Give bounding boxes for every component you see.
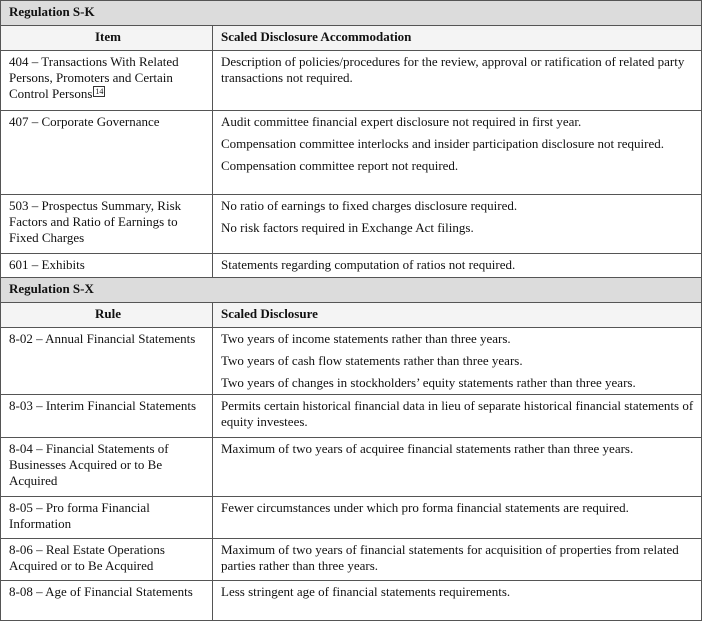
column-header-item: Item xyxy=(1,26,213,51)
disclosure-text: Audit committee financial expert disclosure not required in first year. xyxy=(221,114,582,129)
section-title-sk: Regulation S-K xyxy=(1,1,702,26)
disclosure-text: Permits certain historical financial data in lieu of separate historical financial statements of equity investees. xyxy=(221,398,694,429)
column-header-rule: Rule xyxy=(1,303,213,328)
footnote-link[interactable]: 14 xyxy=(95,87,104,96)
disclosure-text: No ratio of earnings to fixed charges disclosure required. xyxy=(221,198,518,213)
item-cell xyxy=(1,195,213,254)
table-row xyxy=(1,395,702,438)
disclosure-text: Two years of changes in stockholders’ equity statements rather than three years. xyxy=(221,375,636,390)
column-header-accommodation: Scaled Disclosure Accommodation xyxy=(213,26,702,51)
disclosure-text: Maximum of two years of financial statements for acquisition of properties from related parties rather than three years. xyxy=(221,542,679,573)
item-label: 8-03 – Interim Financial Statements xyxy=(9,398,197,413)
column-header-row-sx xyxy=(1,303,702,328)
disclosure-text: Two years of cash flow statements rather than three years. xyxy=(221,353,523,368)
item-cell xyxy=(1,438,213,497)
disclosure-cell xyxy=(213,539,702,581)
column-header-scaled-disclosure: Scaled Disclosure xyxy=(213,303,702,328)
disclosure-text: Two years of income statements rather than three years. xyxy=(221,331,511,346)
item-cell xyxy=(1,328,213,395)
table-row xyxy=(1,328,702,395)
table-row xyxy=(1,111,702,195)
disclosure-text: Description of policies/procedures for the review, approval or ratification of related party transactions not required. xyxy=(221,54,685,85)
section-header-sk xyxy=(1,1,702,26)
disclosure-cell xyxy=(213,195,702,254)
column-header-row-sk xyxy=(1,26,702,51)
disclosure-text: Fewer circumstances under which pro forma financial statements are required. xyxy=(221,500,629,515)
table-row xyxy=(1,195,702,254)
table-row xyxy=(1,581,702,621)
disclosure-cell xyxy=(213,438,702,497)
disclosure-cell xyxy=(213,111,702,195)
item-label: 8-06 – Real Estate Operations Acquired or to Be Acquired xyxy=(9,542,165,573)
item-label: 407 – Corporate Governance xyxy=(9,114,160,129)
table-row xyxy=(1,254,702,278)
item-label: 8-08 – Age of Financial Statements xyxy=(9,584,193,599)
disclosure-cell xyxy=(213,254,702,278)
disclosure-cell xyxy=(213,328,702,395)
section-header-sx xyxy=(1,278,702,303)
disclosure-cell xyxy=(213,51,702,111)
item-cell xyxy=(1,581,213,621)
disclosure-text: Compensation committee interlocks and insider participation disclosure not required. xyxy=(221,136,664,151)
section-title-sx: Regulation S-X xyxy=(1,278,702,303)
item-label: 8-05 – Pro forma Financial Information xyxy=(9,500,150,531)
disclosure-text: Maximum of two years of acquiree financial statements rather than three years. xyxy=(221,441,634,456)
item-label: 404 – Transactions With Related Persons, Promoters and Certain Control Persons xyxy=(9,54,179,101)
item-label: 8-04 – Financial Statements of Businesses Acquired or to Be Acquired xyxy=(9,441,169,488)
disclosure-text: Statements regarding computation of ratios not required. xyxy=(221,257,516,272)
table-row xyxy=(1,51,702,111)
disclosure-text: Compensation committee report not required. xyxy=(221,158,459,173)
disclosure-cell xyxy=(213,497,702,539)
disclosure-text: Less stringent age of financial statements requirements. xyxy=(221,584,511,599)
item-cell xyxy=(1,539,213,581)
disclosure-cell xyxy=(213,395,702,438)
table-row xyxy=(1,497,702,539)
table-row xyxy=(1,539,702,581)
item-cell xyxy=(1,51,213,111)
item-cell xyxy=(1,111,213,195)
item-label: 8-02 – Annual Financial Statements xyxy=(9,331,196,346)
item-cell xyxy=(1,395,213,438)
disclosure-cell xyxy=(213,581,702,621)
item-label: 601 – Exhibits xyxy=(9,257,85,272)
item-cell xyxy=(1,254,213,278)
table-row xyxy=(1,438,702,497)
disclosure-text: No risk factors required in Exchange Act filings. xyxy=(221,220,474,235)
item-label: 503 – Prospectus Summary, Risk Factors and Ratio of Earnings to Fixed Charges xyxy=(9,198,182,245)
item-cell xyxy=(1,497,213,539)
